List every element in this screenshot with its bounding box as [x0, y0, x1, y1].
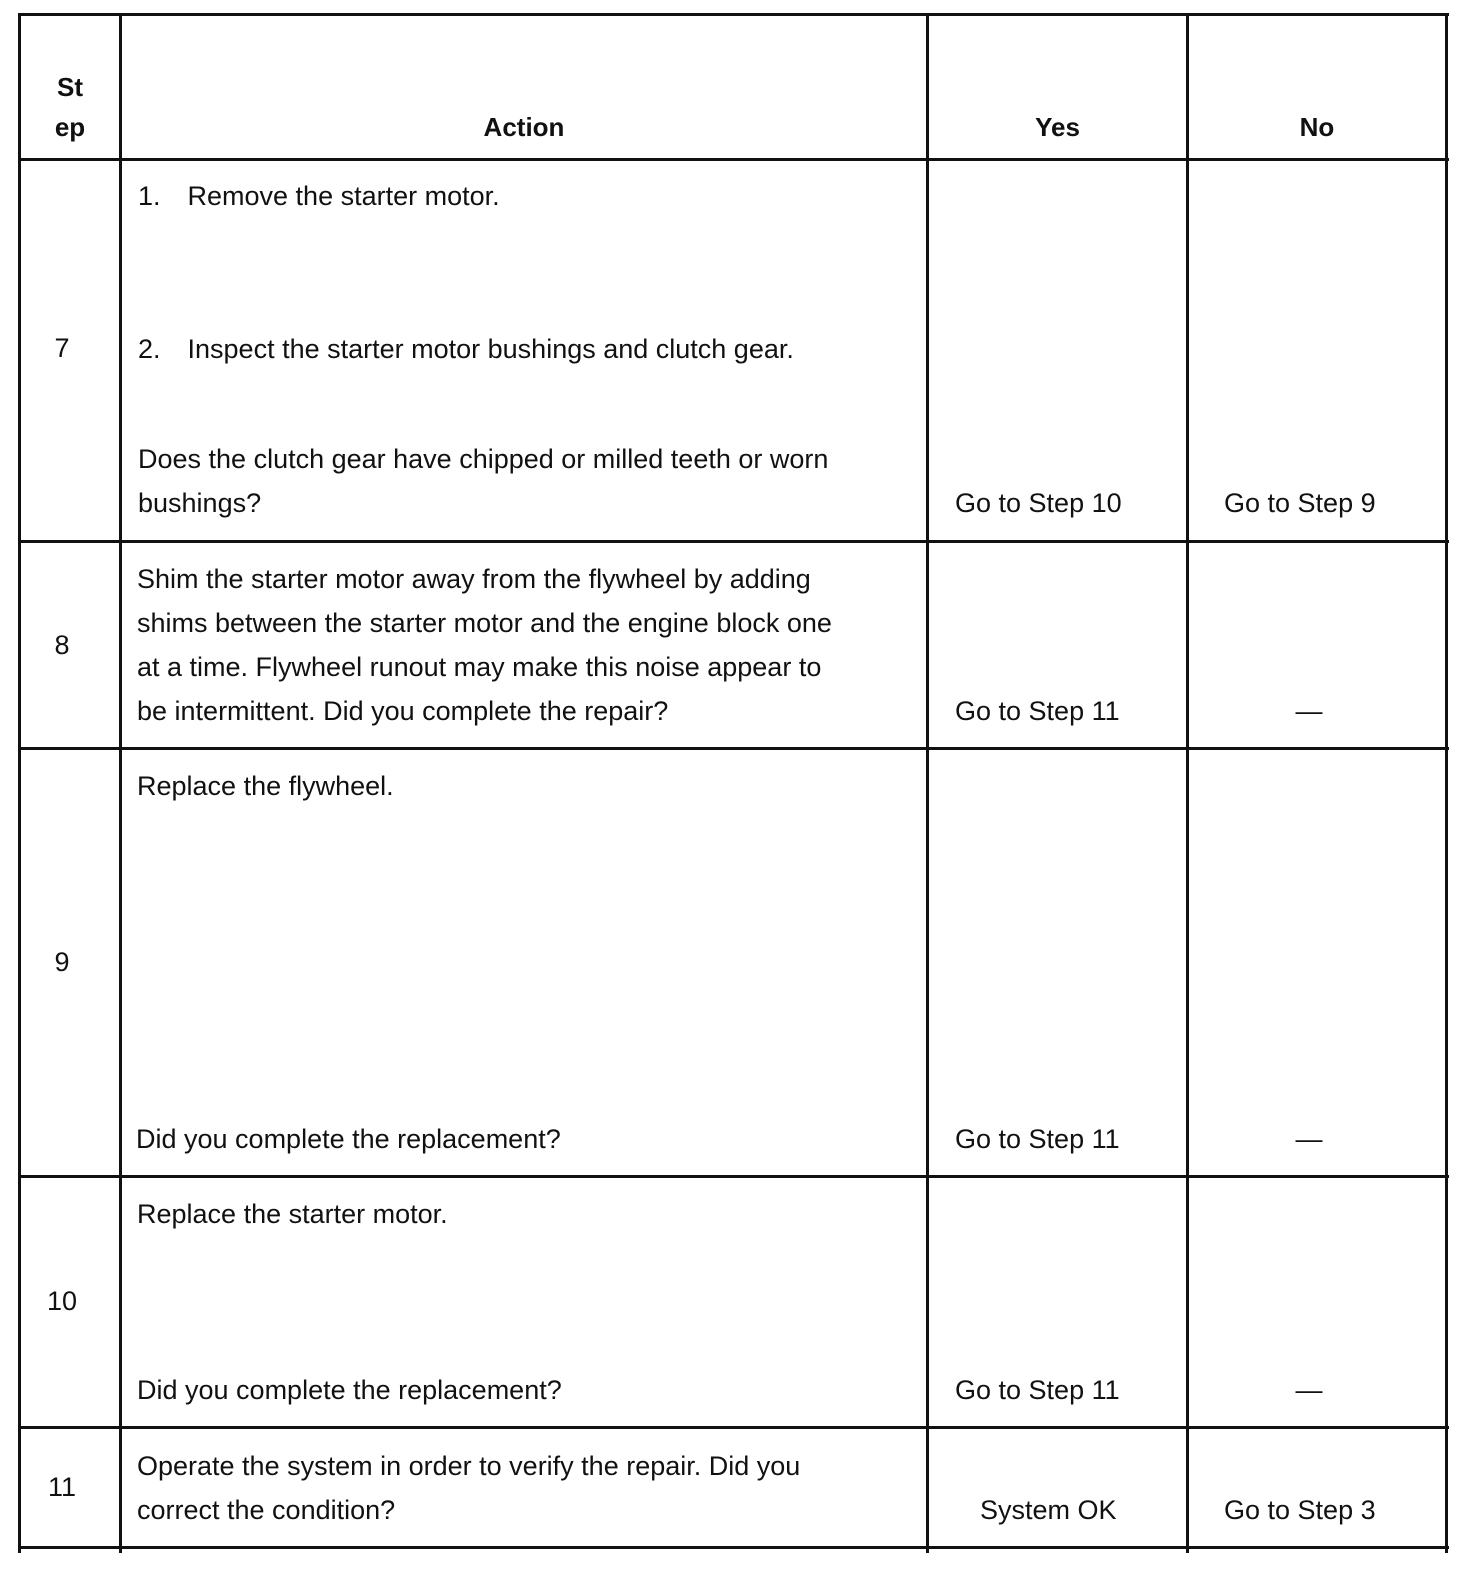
- row-divider: [18, 1175, 1449, 1178]
- step-number: 10: [46, 1286, 78, 1316]
- yes-result: Go to Step 10: [955, 488, 1122, 518]
- action-text: correct the condition?: [137, 1495, 396, 1525]
- no-result: Go to Step 9: [1224, 488, 1376, 518]
- action-text: bushings?: [138, 488, 262, 518]
- column-divider: [1186, 13, 1189, 1553]
- yes-result: Go to Step 11: [955, 1124, 1120, 1154]
- yes-result: Go to Step 11: [955, 1375, 1120, 1405]
- step-number: 7: [54, 333, 70, 363]
- step-number: 9: [54, 947, 70, 977]
- no-result: —: [1295, 1375, 1323, 1405]
- action-text: Shim the starter motor away from the flywheel by adding: [137, 564, 811, 594]
- table-border-top: [18, 13, 1449, 16]
- column-divider: [926, 13, 929, 1553]
- row-divider: [18, 540, 1449, 543]
- action-text: 1. Remove the starter motor.: [138, 181, 500, 211]
- no-result: —: [1295, 1124, 1323, 1154]
- action-text: shims between the starter motor and the engine block one: [137, 608, 832, 638]
- column-divider: [119, 13, 122, 1553]
- yes-result: Go to Step 11: [955, 696, 1120, 726]
- step-number: 8: [54, 630, 70, 660]
- row-divider: [18, 747, 1449, 750]
- no-result: Go to Step 3: [1224, 1495, 1376, 1525]
- action-text: Does the clutch gear have chipped or milled teeth or worn: [138, 444, 829, 474]
- table-border-right: [1445, 13, 1448, 1553]
- action-text: Did you complete the replacement?: [137, 1375, 562, 1405]
- header-no: No: [1299, 112, 1335, 142]
- header-divider: [18, 158, 1449, 161]
- action-text: Operate the system in order to verify the repair. Did you: [137, 1451, 801, 1481]
- row-divider: [18, 1426, 1449, 1429]
- diagnostic-table: [18, 13, 1449, 1553]
- step-number: 11: [47, 1472, 77, 1502]
- table-border-bottom: [18, 1546, 1449, 1549]
- action-text: Replace the flywheel.: [137, 771, 394, 801]
- header-step-line1: St: [57, 72, 83, 102]
- action-text: 2. Inspect the starter motor bushings and clutch gear.: [138, 334, 794, 364]
- header-step-line2: ep: [54, 112, 86, 142]
- no-result: —: [1295, 696, 1323, 726]
- header-yes: Yes: [1035, 112, 1080, 142]
- header-action: Action: [483, 112, 565, 142]
- yes-result: System OK: [980, 1495, 1117, 1525]
- action-text: be intermittent. Did you complete the repair?: [137, 696, 669, 726]
- action-text: Did you complete the replacement?: [136, 1124, 561, 1154]
- action-text: Replace the starter motor.: [137, 1199, 448, 1229]
- action-text: at a time. Flywheel runout may make this noise appear to: [137, 652, 822, 682]
